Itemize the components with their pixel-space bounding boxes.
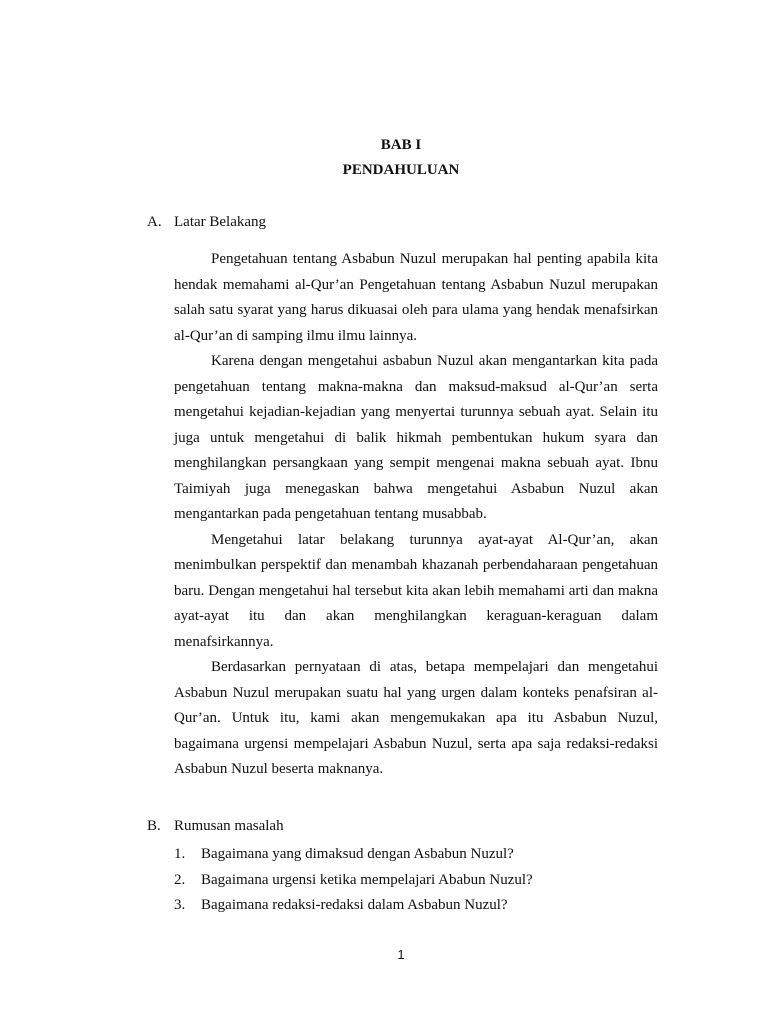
list-item (174, 893, 533, 919)
section-b-heading (147, 818, 284, 835)
list-item-text: Bagaimana yang dimaksud dengan Asbabun Nuzul? (201, 846, 514, 862)
problem-list (174, 842, 533, 919)
list-item (174, 868, 533, 894)
section-a-body (174, 247, 658, 783)
list-item (174, 842, 533, 868)
section-a-title: Latar Belakang (174, 214, 267, 230)
list-item-text: Bagaimana redaksi-redaksi dalam Asbabun Nuzul? (201, 897, 508, 913)
section-b-letter: B. (147, 818, 161, 834)
list-item-number: 2. (174, 871, 186, 888)
chapter-title: PENDAHULUAN (342, 162, 460, 178)
page-number: 1 (397, 947, 405, 962)
list-item-number: 3. (174, 897, 186, 913)
paragraph: Pengetahuan tentang Asbabun Nuzul merupakan hal penting apabila kita hendak memahami al-Qur’an Pengetahuan tentang Asbabun Nuzul merupakan salah satu syarat yang harus dikuasai oleh para ulama yang hendak menafsirkan al-Qur’an di samping ilmu ilmu lainnya. (174, 251, 658, 344)
section-b-title: Rumusan masalah (174, 818, 284, 834)
list-item-text: Bagaimana urgensi ketika mempelajari Ababun Nuzul? (201, 871, 533, 888)
paragraph: Mengetahui latar belakang turunnya ayat-ayat Al-Qur’an, akan menimbulkan perspektif dan menambah khazanah perbendaharaan pengetahuan baru. Dengan mengetahui hal tersebut kita akan lebih memahami arti dan makna ayat-ayat itu dan akan menghilangkan keraguan-keraguan dalam menafsirkannya. (174, 531, 658, 650)
section-a-letter: A. (147, 214, 162, 230)
paragraph: Berdasarkan pernyataan di atas, betapa mempelajari dan mengetahui Asbabun Nuzul merupakan suatu hal yang urgen dalam konteks penafsiran al-Qur’an. Untuk itu, kami akan mengemukakan apa itu Asbabun Nuzul, bagaimana urgensi mempelajari Asbabun Nuzul, serta apa saja redaksi-redaksi Asbabun Nuzul beserta maknanya. (174, 659, 658, 777)
paragraph: Karena dengan mengetahui asbabun Nuzul akan mengantarkan kita pada pengetahuan tentang makna-makna dan maksud-maksud al-Qur’an serta mengetahui kejadian-kejadian yang menyertai turunnya sebuah ayat. Selain itu juga untuk mengetahui di balik hikmah pembentukan hukum syara dan menghilangkan persangkaan yang sempit mengenai makna sebuah ayat. Ibnu Taimiyah juga menegaskan bahwa mengetahui Asbabun Nuzul akan mengantarkan pada pengetahuan tentang musabbab. (174, 353, 658, 522)
list-item-number: 1. (174, 846, 186, 862)
chapter-label: BAB I (380, 137, 422, 153)
section-a-heading (147, 214, 266, 231)
